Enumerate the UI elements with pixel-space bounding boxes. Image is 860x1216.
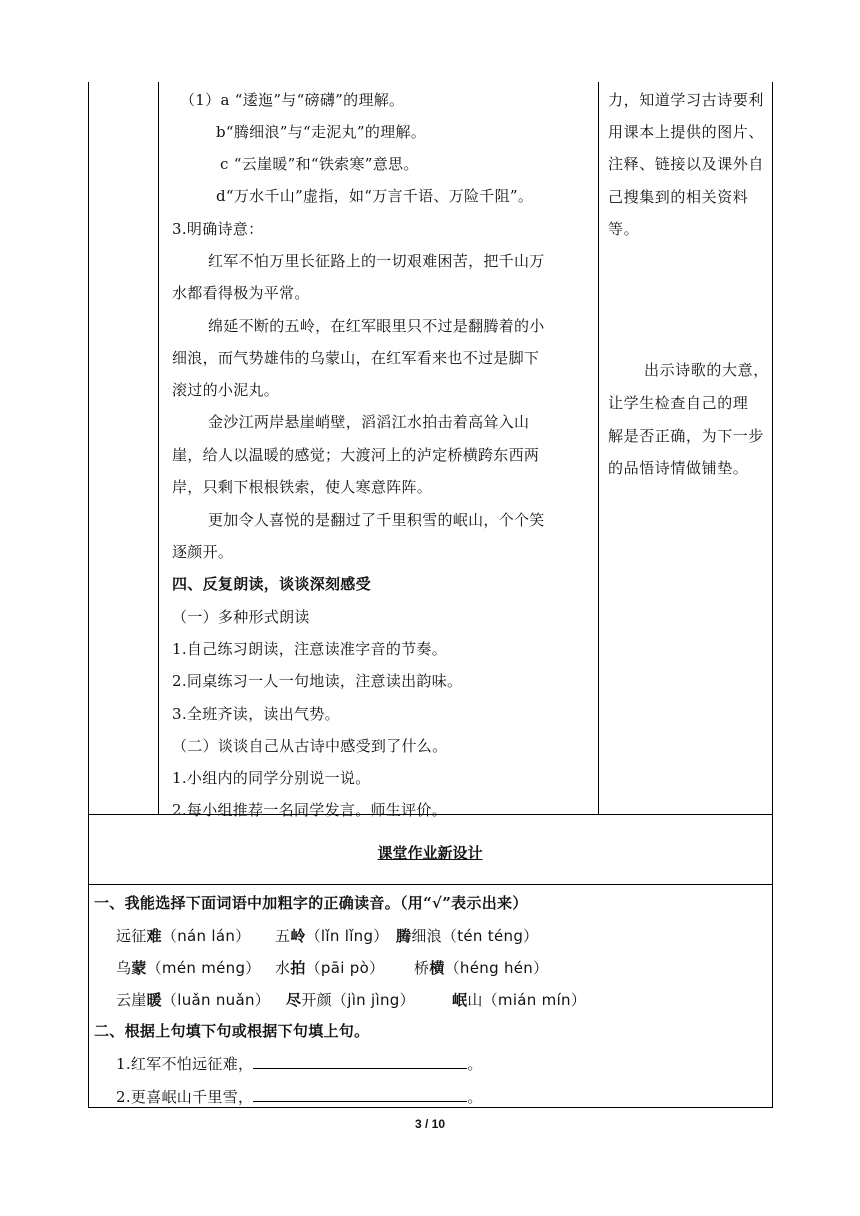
lesson-text-line: 细浪，而气势雄伟的乌蒙山，在红军看来也不过是脚下 <box>172 349 540 367</box>
bolded-character: 腾 <box>396 927 412 945</box>
word-choice-item <box>396 926 538 946</box>
bolded-character: 难 <box>146 927 162 945</box>
table-right-border <box>772 82 773 1108</box>
pinyin-options[interactable]: （jìn jìng） <box>331 991 415 1009</box>
lesson-text-line: 3.全班齐读，读出气势。 <box>172 705 340 723</box>
table-bottom-border <box>88 1107 773 1108</box>
pinyin-options[interactable]: （pāi pò） <box>305 959 385 977</box>
lesson-text-line: d“万水千山”虚指，如“万言千语、万险千阻”。 <box>216 187 534 205</box>
word-text: 水 <box>275 959 291 977</box>
design-intent-line: 的品悟诗情做铺垫。 <box>608 459 749 477</box>
pinyin-options[interactable]: （mén méng） <box>146 959 261 977</box>
lesson-text-line: 金沙江两岸悬崖峭壁，滔滔江水拍击着高耸入山 <box>208 413 530 431</box>
answer-end-mark: 。 <box>467 1055 483 1073</box>
design-intent-line: 出示诗歌的大意， <box>644 361 769 379</box>
lesson-text-line: （二）谈谈自己从古诗中感受到了什么。 <box>172 737 448 755</box>
lesson-text-line: 红军不怕万里长征路上的一切艰难困苦，把千山万 <box>208 252 545 270</box>
lesson-text-line: 3.明确诗意： <box>172 220 264 238</box>
pinyin-options[interactable]: （tén téng） <box>441 927 539 945</box>
lesson-text-line: 崖，给人以温暖的感觉；大渡河上的泸定桥横跨东西两 <box>172 446 540 464</box>
pinyin-options[interactable]: （luǎn nuǎn） <box>161 991 271 1009</box>
word-choice-item <box>275 926 389 946</box>
word-text: 桥 <box>414 959 430 977</box>
word-text: 乌 <box>116 959 132 977</box>
design-intent-line: 力，知道学习古诗要利 <box>608 91 765 109</box>
table-row-divider <box>88 884 773 885</box>
design-intent-line: 用课本上提供的图片、 <box>608 123 765 141</box>
table-left-border <box>88 82 89 1108</box>
answer-blank[interactable] <box>253 1087 467 1102</box>
word-choice-item <box>116 990 270 1010</box>
fill-in-item <box>116 1054 483 1074</box>
lesson-text-line: 滚过的小泥丸。 <box>172 381 280 399</box>
lesson-text-line: （一）多种形式朗读 <box>172 608 310 626</box>
word-text: 远征 <box>116 927 147 945</box>
section-heading: 四、反复朗读，谈谈深刻感受 <box>172 575 371 593</box>
pinyin-options[interactable]: （nán lán） <box>161 927 251 945</box>
given-line: 2.更喜岷山千里雪， <box>116 1088 254 1106</box>
design-intent-line: 等。 <box>608 220 640 238</box>
lesson-text-line: （1）a “逶迤”与“磅礴”的理解。 <box>180 91 405 109</box>
homework-title: 课堂作业新设计 <box>377 844 483 862</box>
pinyin-options[interactable]: （lǐn lǐng） <box>305 927 389 945</box>
pinyin-options[interactable]: （mián mín） <box>482 991 587 1009</box>
word-choice-item <box>116 958 261 978</box>
word-choice-item <box>452 990 586 1010</box>
question-1-title: 一、我能选择下面词语中加粗字的正确读音。（用“√”表示出来） <box>94 894 528 912</box>
word-text: 云崖 <box>116 991 147 1009</box>
bolded-character: 横 <box>429 959 445 977</box>
word-choice-item <box>116 926 250 946</box>
table-inner-border-left <box>158 82 159 814</box>
lesson-text-line: 水都看得极为平常。 <box>172 284 310 302</box>
answer-end-mark: 。 <box>467 1088 483 1106</box>
answer-blank[interactable] <box>253 1054 467 1069</box>
bolded-character: 尽 <box>286 991 302 1009</box>
lesson-text-line: 2.每小组推荐一名同学发言。师生评价。 <box>172 801 448 819</box>
word-choice-item <box>286 990 415 1010</box>
table-inner-border-right <box>598 82 599 814</box>
lesson-text-line: b“腾细浪”与“走泥丸”的理解。 <box>216 123 427 141</box>
design-intent-line: 解是否正确，为下一步 <box>608 427 765 445</box>
bolded-character: 拍 <box>290 959 306 977</box>
question-2-title: 二、根据上句填下句或根据下句填上句。 <box>94 1022 370 1040</box>
word-text: 开颜 <box>301 991 332 1009</box>
bolded-character: 岷 <box>452 991 468 1009</box>
word-text: 细浪 <box>411 927 442 945</box>
word-choice-item <box>275 958 384 978</box>
bolded-character: 蒙 <box>131 959 147 977</box>
lesson-text-line: 更加令人喜悦的是翻过了千里积雪的岷山，个个笑 <box>208 511 545 529</box>
word-text: 五 <box>275 927 291 945</box>
design-intent-line: 注释、链接以及课外自 <box>608 155 765 173</box>
word-text: 山 <box>467 991 483 1009</box>
fill-in-item <box>116 1087 483 1107</box>
lesson-text-line: 绵延不断的五岭，在红军眼里只不过是翻腾着的小 <box>208 317 545 335</box>
design-intent-line: 让学生检查自己的理 <box>608 394 749 412</box>
design-intent-line: 己搜集到的相关资料 <box>608 188 749 206</box>
lesson-text-line: 1.小组内的同学分别说一说。 <box>172 769 371 787</box>
given-line: 1.红军不怕远征难， <box>116 1055 254 1073</box>
lesson-text-line: c “云崖暖”和“铁索寒”意思。 <box>220 155 419 173</box>
lesson-text-line: 1.自己练习朗读，注意读准字音的节奏。 <box>172 640 448 658</box>
word-choice-item <box>414 958 548 978</box>
lesson-text-line: 岸，只剩下根根铁索，使人寒意阵阵。 <box>172 478 433 496</box>
pinyin-options[interactable]: （héng hén） <box>444 959 549 977</box>
lesson-text-line: 逐颜开。 <box>172 543 234 561</box>
page-number: 3 / 10 <box>414 1117 446 1131</box>
lesson-text-line: 2.同桌练习一人一句地读，注意读出韵味。 <box>172 672 463 690</box>
bolded-character: 暖 <box>146 991 162 1009</box>
bolded-character: 岭 <box>290 927 306 945</box>
